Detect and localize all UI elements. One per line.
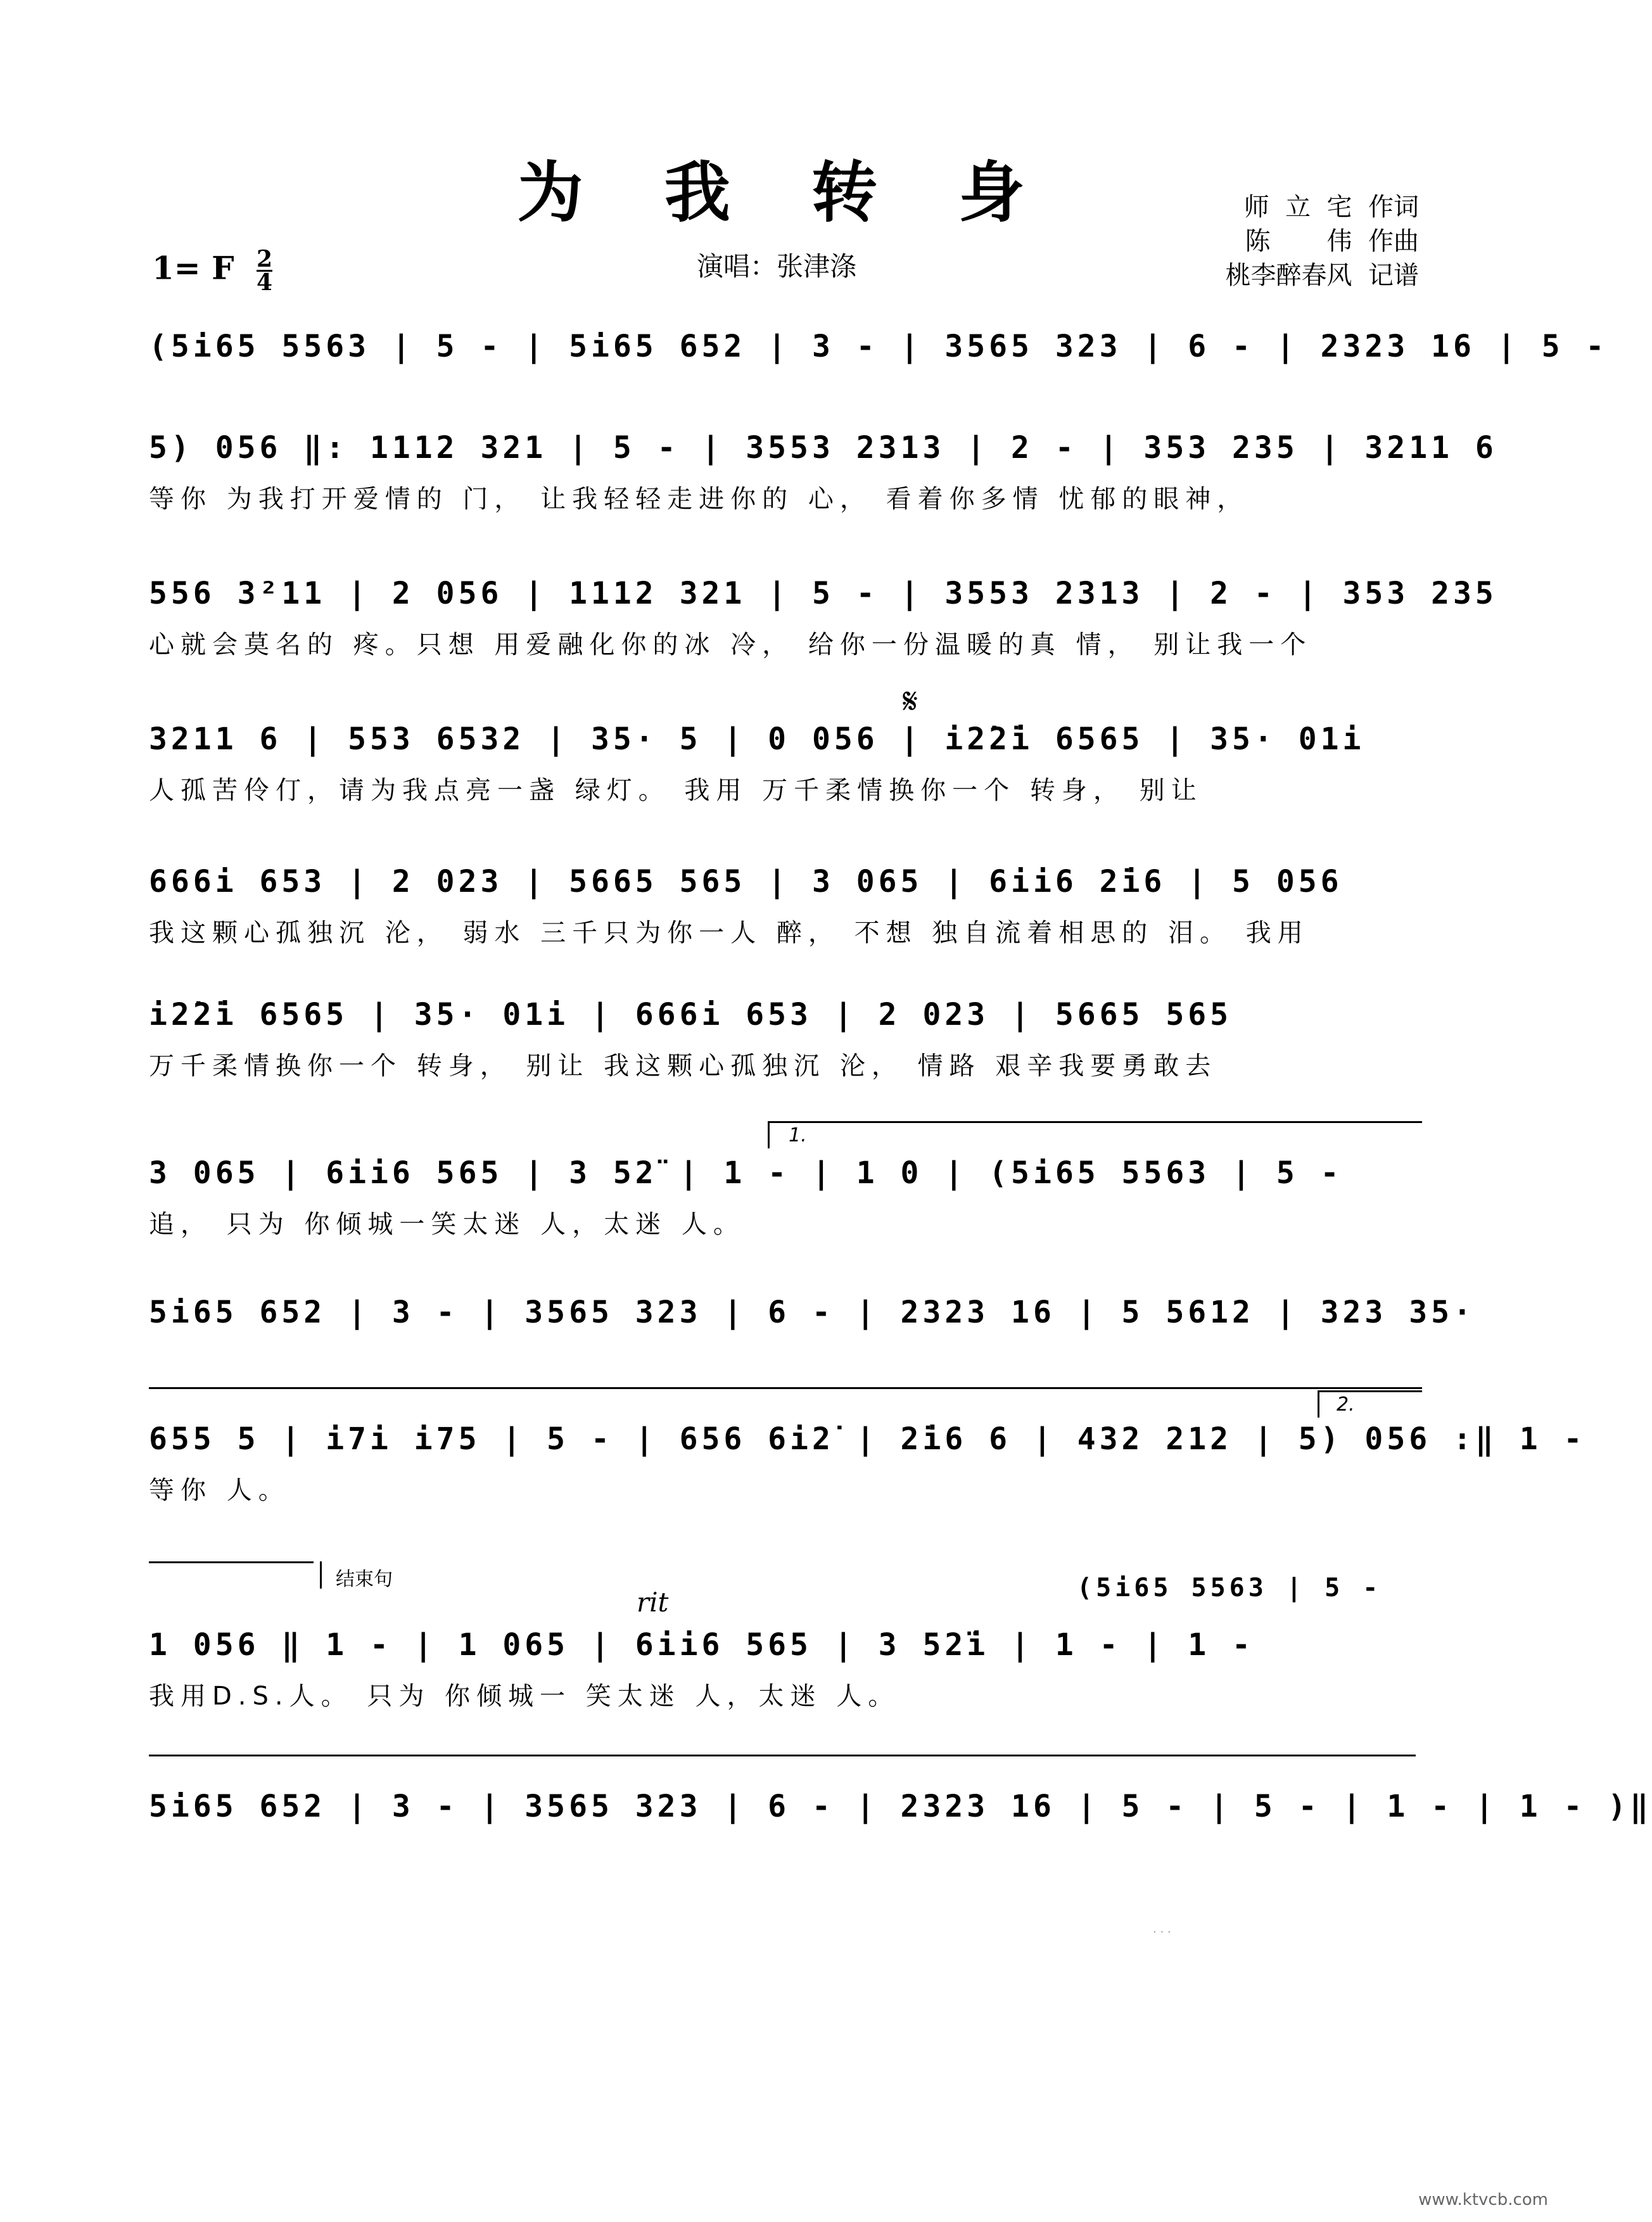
score-system-1 bbox=[149, 326, 1608, 377]
notation-line: 3211 6 | 553 6532 | 35· 5 | 0 056 | i2̇2̇i 6565 | 35· 01i bbox=[149, 721, 1365, 757]
lyric-line: 人孤苦伶仃，请为我点亮一盏 绿灯。 我用 万千柔情换你一个 转身， 别让 bbox=[149, 776, 1203, 805]
volta-1-line bbox=[770, 1121, 1422, 1123]
notation-line: (5i65 5563 | 5 - | 5i65 652 | 3 - | 3565 323 | 6 - | 2323 16 | 5 - bbox=[149, 329, 1608, 364]
segno-sign: 𝄋 bbox=[903, 681, 918, 722]
credits bbox=[1226, 190, 1419, 293]
time-signature bbox=[257, 246, 273, 296]
volta-2-bracket bbox=[1318, 1390, 1319, 1418]
lyric-line: 追， 只为 你倾城一笑太迷 人，太迷 人。 bbox=[149, 1210, 745, 1239]
notation-line: 666i 653 | 2 023 | 5665 565 | 3 065 | 6ii6 2̇i6 | 5 056 bbox=[149, 864, 1343, 899]
notation-line: 3 065 | 6ii6 565 | 3 52̈ | 1 - | 1 0 | (5i65 5563 | 5 - bbox=[149, 1155, 1343, 1191]
transcriber-credit: 桃李醉春风 记谱 bbox=[1225, 261, 1419, 290]
notation-line: 5) 056 ‖: 1112 321 | 5 - | 3553 2313 | 2 - | 353 235 | 3211 6 bbox=[149, 430, 1497, 466]
score-system-3 bbox=[149, 573, 1497, 668]
singer-credit: 演唱：张津涤 bbox=[697, 251, 857, 282]
volta-1-continuation-line bbox=[149, 1387, 1422, 1389]
score-system-7 bbox=[149, 1153, 1425, 1248]
notation-line: i2̇2̇i 6565 | 35· 01i | 666i 653 | 2 023 | 5665 565 bbox=[149, 997, 1233, 1032]
score-system-5 bbox=[149, 861, 1425, 956]
score-system-10 bbox=[149, 1625, 1425, 1720]
notation-line: 556 3²11 | 2 056 | 1112 321 | 5 - | 3553 2313 | 2 - | 353 235 bbox=[149, 576, 1497, 611]
volta-2-line bbox=[1318, 1390, 1422, 1392]
score-system-6 bbox=[149, 994, 1425, 1089]
lyricist-credit: 师 立 宅 作词 bbox=[1243, 193, 1419, 222]
upper-accompaniment-line: (5i65 5563 | 5 - bbox=[1077, 1573, 1382, 1603]
volta-1-label: 1. bbox=[789, 1124, 807, 1146]
notation-line: 1 056 ‖ 1 - | 1 065 | 6ii6 565 | 3 52̈i | 1 - | 1 - bbox=[149, 1627, 1254, 1663]
score-system-9 bbox=[149, 1419, 1586, 1514]
watermark-text: www.ktvcb.com bbox=[1418, 2190, 1548, 2209]
score-system-8 bbox=[149, 1292, 1475, 1349]
time-signature-bottom: 4 bbox=[257, 269, 273, 296]
lyric-line: 心就会莫名的 疼。只想 用爱融化你的冰 冷， 给你一份温暖的真 情， 别让我一个 bbox=[149, 630, 1312, 659]
final-system-line bbox=[149, 1755, 1416, 1756]
lyric-line: 我用D.S.人。 只为 你倾城一 笑太迷 人，太迷 人。 bbox=[149, 1682, 900, 1711]
lyric-line: 等你 人。 bbox=[149, 1476, 290, 1505]
notation-line: 5i65 652 | 3 - | 3565 323 | 6 - | 2323 16 | 5 5612 | 323 35· bbox=[149, 1295, 1475, 1330]
lyric-line: 万千柔情换你一个 转身， 别让 我这颗心孤独沉 沦， 情路 艰辛我要勇敢去 bbox=[149, 1051, 1217, 1081]
score-system-11 bbox=[149, 1786, 1652, 1843]
score-system-2 bbox=[149, 428, 1497, 523]
score-system-4 bbox=[149, 719, 1425, 814]
notation-line: 655 5 | i7i i75 | 5 - | 656 6i2̇ | 2̇i6 6 | 432 212 | 5) 056 :‖ 1 - bbox=[149, 1421, 1586, 1457]
ending-bracket bbox=[320, 1561, 322, 1589]
volta-1-bracket bbox=[768, 1121, 770, 1148]
lyric-line: 等你 为我打开爱情的 门， 让我轻轻走进你的 心， 看着你多情 忧郁的眼神， bbox=[149, 485, 1249, 514]
volta-2-continuation-line bbox=[149, 1561, 314, 1563]
time-signature-top: 2 bbox=[257, 246, 273, 272]
lyric-line: 我这颗心孤独沉 沦， 弱水 三千只为你一人 醉， 不想 独自流着相思的 泪。 我用 bbox=[149, 918, 1309, 948]
notation-line: 5i65 652 | 3 - | 3565 323 | 6 - | 2323 16 | 5 - | 5 - | 1 - | 1 - )‖ bbox=[149, 1789, 1652, 1824]
rit-marking: rit bbox=[637, 1587, 669, 1618]
volta-2-label: 2. bbox=[1337, 1394, 1355, 1416]
composer-credit: 陈 伟 作曲 bbox=[1245, 227, 1419, 256]
decorative-dots: · · · bbox=[1153, 1926, 1171, 1939]
song-title: 为 我 转 身 bbox=[517, 153, 1054, 231]
key-signature bbox=[152, 246, 273, 296]
ending-section-label: 结束句 bbox=[336, 1568, 393, 1590]
key-label: 1= F bbox=[152, 249, 234, 287]
